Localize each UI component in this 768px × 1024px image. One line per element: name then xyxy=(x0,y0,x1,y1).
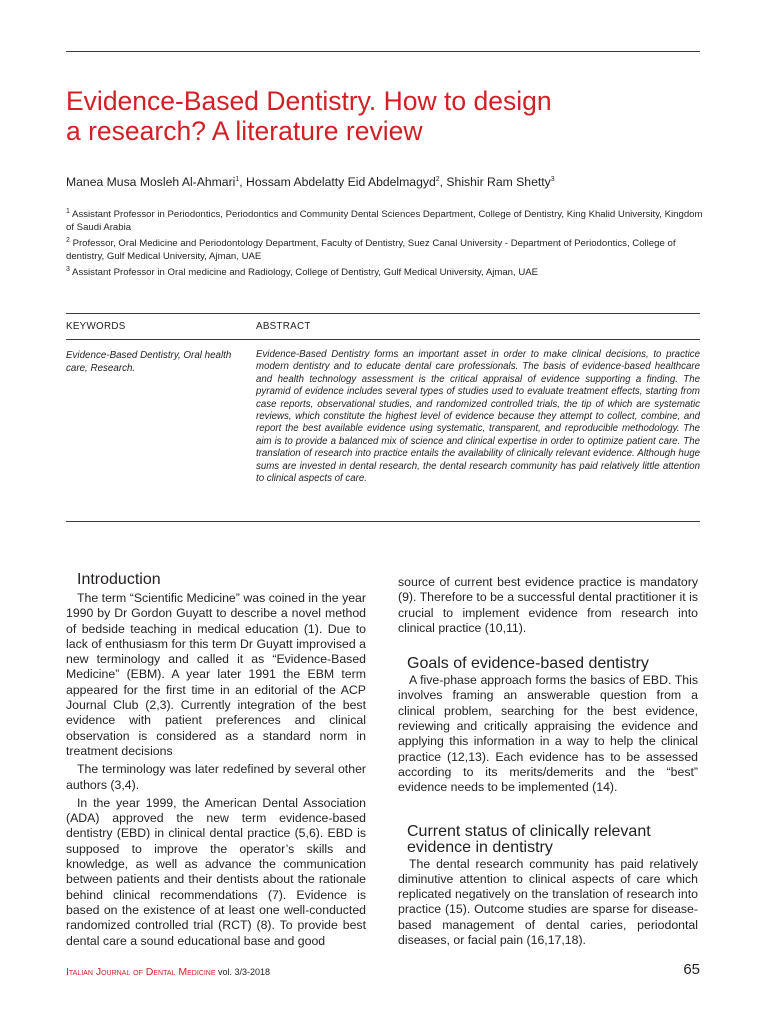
current-status-paragraph: The dental research community has paid relatively diminutive attention to clinical aspects of care which replicated negatively on the translation of research into practice (15). Outcome studies are sparse for disease-based management of dental caries, periodontal diseases, or facial pain (16,17,18). xyxy=(398,856,698,948)
abstract-header-rule xyxy=(66,339,700,340)
abstract-bottom-rule xyxy=(66,521,700,522)
keywords-text: Evidence-Based Dentistry, Oral health care, Research. xyxy=(66,350,232,374)
goals-paragraph: A five-phase approach forms the basics of EBD. This involves framing an answerable question from a clinical problem, searching for the best evidence, reviewing and critically appraising the evidence and applying this information in a way to help the clinical practice (12,13). Each evidence has to be assessed according to its merits/demerits and the “best” evidence needs to be implemented (14). xyxy=(398,673,698,795)
title-line-2: a research? A literature review xyxy=(66,116,423,146)
continued-paragraph: source of current best evidence practice is mandatory (9). Therefore to be a successful dental practitioner it is crucial to implement evidence from research into clinical practice (10,11). xyxy=(398,575,698,635)
affiliation-1: $^1$ Assistant Professor in Periodontics, Periodontics and Community Dental Sciences Department, College of Dentistry, King Khalid University, Kingdom of Saudi Arabia xyxy=(66,208,703,234)
author-1: Manea Musa Mosleh Al-Ahmari$^1$, xyxy=(66,175,247,189)
goals-heading: Goals of evidence-based dentistry xyxy=(407,655,649,673)
title-line-1: Evidence-Based Dentistry. How to design xyxy=(66,86,552,116)
current-status-heading: Current status of clinically relevant evidence in dentistry xyxy=(407,822,651,856)
author-list xyxy=(66,175,555,189)
page-number: 65 xyxy=(683,961,700,978)
author-2: Hossam Abdelatty Eid Abdelmagyd$^2$, xyxy=(246,175,447,189)
keywords-label: KEYWORDS xyxy=(66,321,126,332)
affiliation-2: $^2$ Professor, Oral Medicine and Periodontology Department, Faculty of Dentistry, Suez Canal University - Department of Periodontics, College of dentistry, Gulf Medical University, Ajman, UAE xyxy=(66,237,676,263)
affiliation-3: $^3$ Assistant Professor in Oral medicine and Radiology, College of Dentistry, Gulf Medical University, Ajman, UAE xyxy=(66,266,539,279)
intro-paragraph-3: In the year 1999, the American Dental Association (ADA) approved the new term evidence-based dentistry (EBD) in clinical dental practice (5,6). EBD is supposed to improve the operator’s skills and knowledge, as well as advance the communication between patients and their dentists about the rationale behind clinical recommendations (7). Evidence is based on the existence of at least one well-conducted randomized controlled trial (RCT) (8). To provide best dental care a sound educational base and good xyxy=(66,795,366,948)
affiliations xyxy=(66,205,706,280)
introduction-heading: Introduction xyxy=(77,571,161,588)
author-3: Shishir Ram Shetty$^3$ xyxy=(446,175,555,189)
article-title xyxy=(66,86,706,146)
body-column-left xyxy=(66,572,366,949)
intro-paragraph-1: The term “Scientific Medicine” was coined in the year 1990 by Dr Gordon Guyatt to describe a novel method of bedside teaching in medical education (1). Due to lack of enthusiasm for this term Dr Guyatt improvised a new terminology and called it as “Evidence-Based Medicine” (EBM). A year later 1991 the EBM term appeared for the first time in an editorial of the ACP Journal Club (2,3). Currently integration of the best evidence with patient preferences and clinical observation is considered as a standard norm in treatment decisions xyxy=(66,591,366,758)
intro-paragraph-2: The terminology was later redefined by several other authors (3,4). xyxy=(66,762,366,792)
top-rule xyxy=(66,51,700,52)
footer-journal-name: Italian Journal of Dental Medicine vol. 3/3-2018 xyxy=(66,966,271,978)
abstract-top-rule xyxy=(66,313,700,314)
abstract-text: Evidence-Based Dentistry forms an important asset in order to make clinical decisions, to practice modern dentistry and to educate dental care professionals. The basis of evidence-based healthcare and health technology assessment is the critical appraisal of evidence supporting a finding. The pyramid of evidence includes several types of studies used to evaluate treatment effects, starting from case reports, observational studies, and randomized controlled trials, the tip of which are systematic reviews, which constitute the highest level of evidence because they attempt to collect, combine, and report the best available evidence using systematic, transparent, and reproducible methodology. The aim is to provide a balanced mix of science and clinical expertise in order to optimize patient care. The translation of research into practice entails the availability of clinically relevant evidence. Although huge sums are invested in dental research, the dental research community has paid relatively little attention to clinical aspects of care. xyxy=(256,349,700,485)
abstract-label: ABSTRACT xyxy=(256,321,311,332)
body-column-right xyxy=(398,575,698,948)
